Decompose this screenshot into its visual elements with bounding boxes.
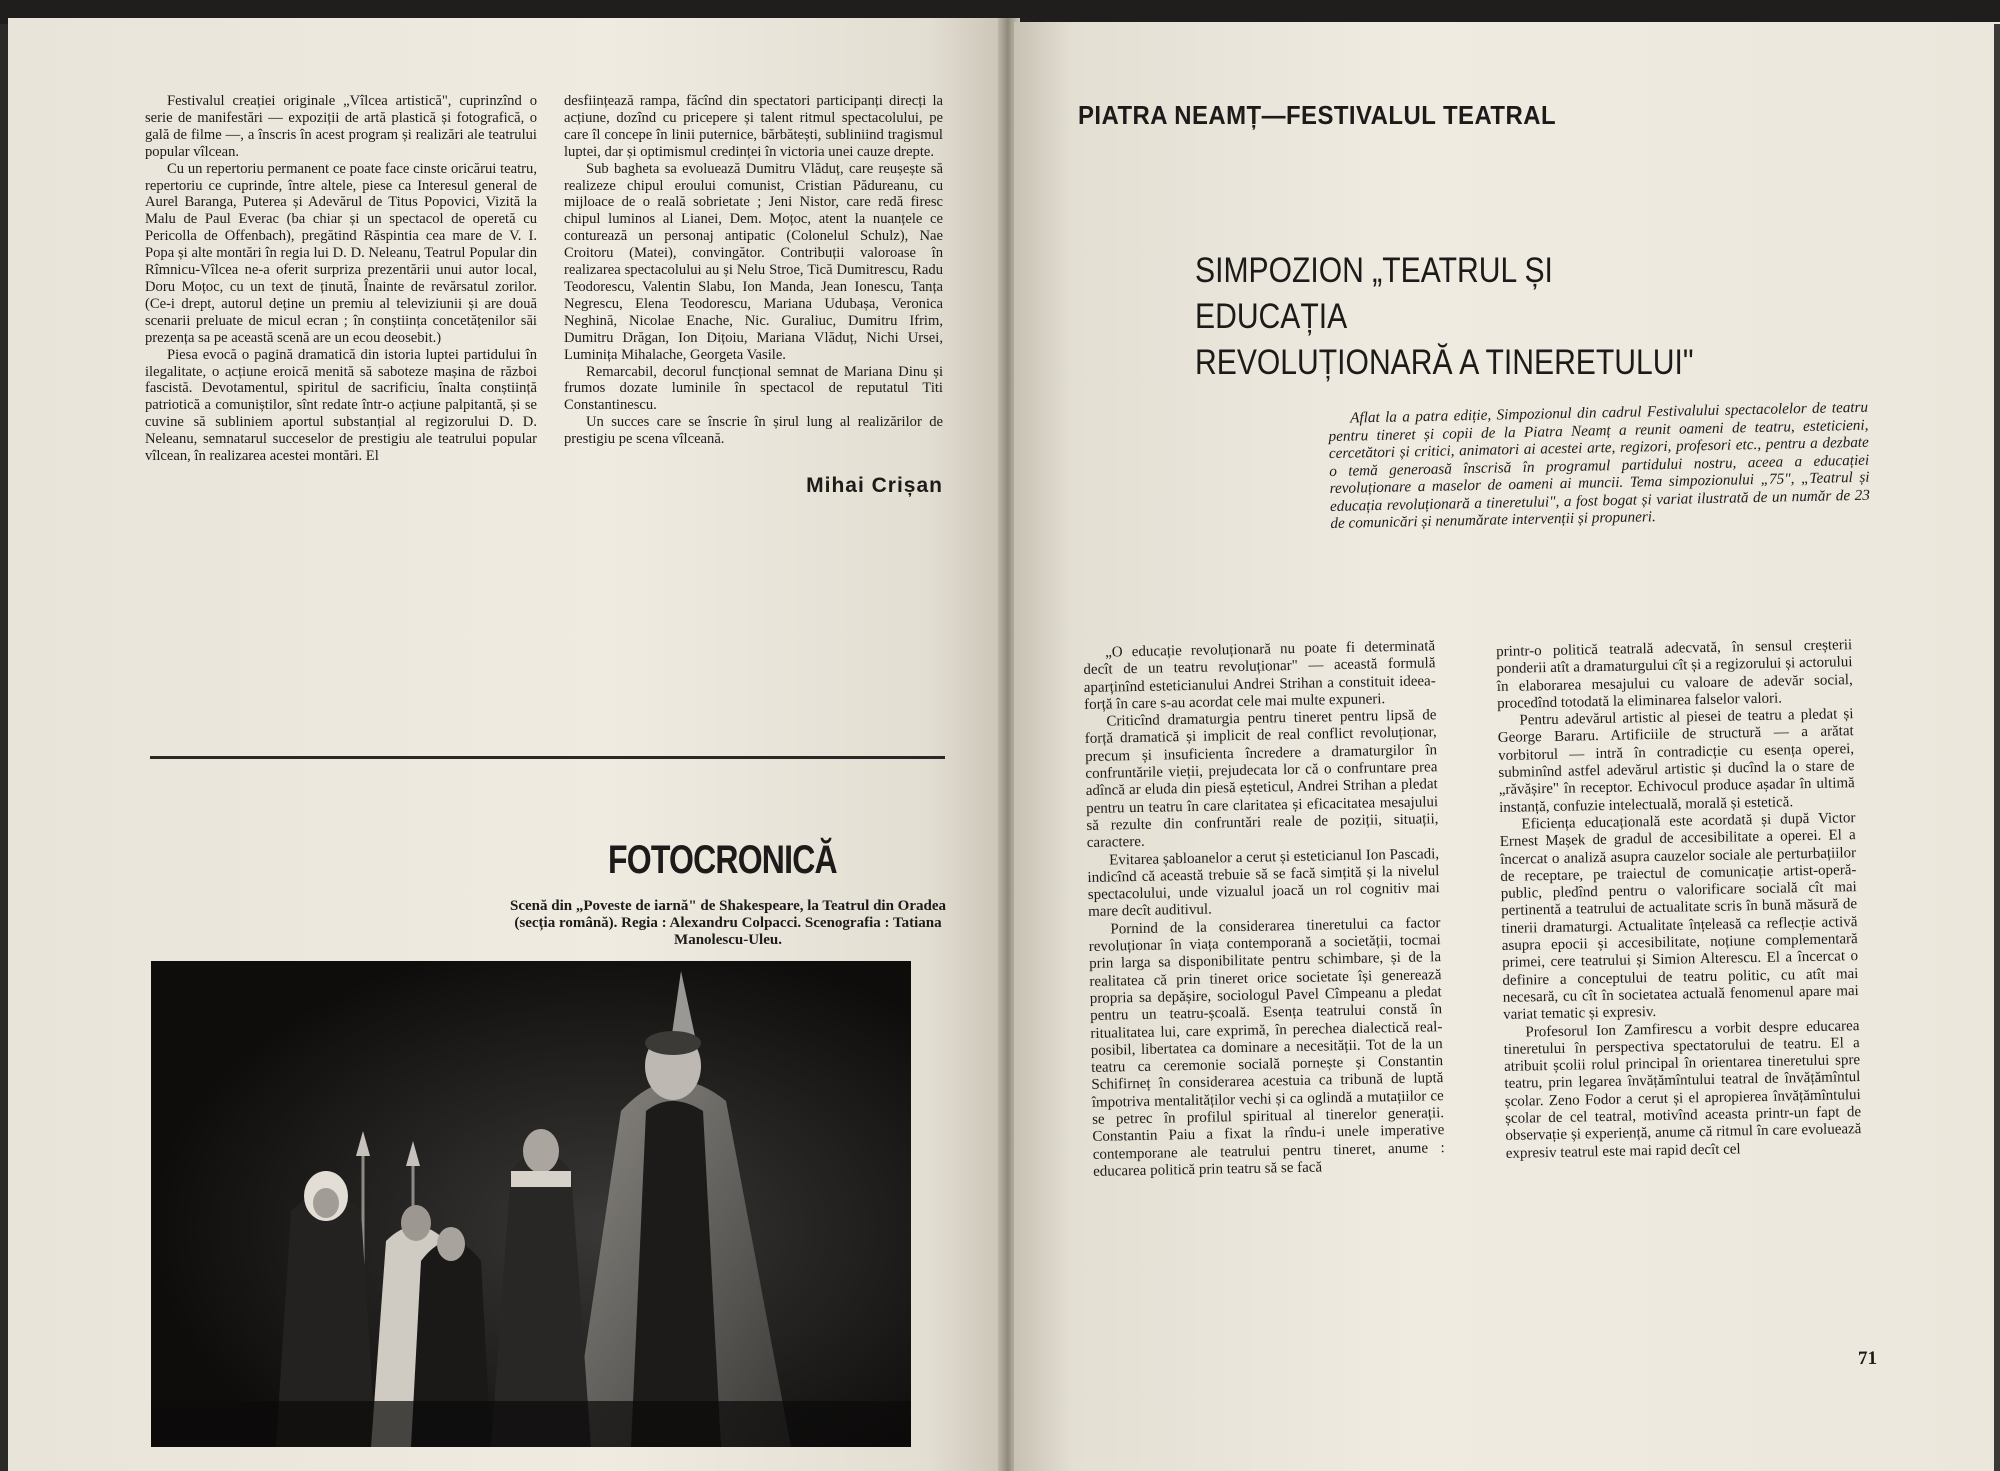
theatre-scene-photo — [151, 961, 911, 1447]
paragraph: Sub bagheta sa evoluează Dumitru Vlăduț, care reușește să realizeze chipul eroului comunist, Cristian Pădureanu, cu mijloace de o reală sobrietate ; Jeni Nistor, care redă firesc chipul luminos al Lianei, Dem. Moțoc, atent la nuanțele ce conturează un personaj antipatic (Colonelul Schulz), Nae Croitoru (Matei), convingător. Contribuții valoroase în realizarea spectacolului au și Nelu Stroe, Tică Dumitrescu, Radu Teodorescu, Valentin Slabu, Ion Manda, Jean Ionescu, Tanța Negrescu, Elena Teodorescu, Mariana Udubașa, Veronica Neghină, Nicolae Enache, Nic. Guraliuc, Dumitru Ifrim, Dumitru Drăgan, Ion Dițoiu, Mariana Vlăduț, Nichi Ursei, Luminița Mihalache, Georgeta Vasile. — [564, 160, 943, 363]
left-page — [8, 18, 1008, 1471]
left-column-2 — [564, 93, 943, 498]
paragraph: desființează rampa, făcînd din spectatori participanți direcți la acțiune, dozînd cu pricepere și talent ritmul spectacolului, pe care îl concepe în linii puternice, bărbătești, subliniind tragismul luptei, dar și optimismul credinței în victoria unei cauze drepte. — [564, 93, 943, 160]
paragraph: printr-o politică teatrală adecvată, în sensul creșterii ponderii atît a dramaturgului cît și a regizorului și actorului în elaborarea mesajului cu valoare de adevăr social, procedînd totodată la eliminarea falselor valori. — [1496, 637, 1853, 712]
page-number: 71 — [1857, 1347, 1878, 1370]
paragraph: Pornind de la considerarea tineretului ca factor revoluționar în viața contemporană a societății, tocmai prin larga sa disponibilitate pentru schimbare, și de la realitatea că prin tineret orice societate își generează propria sa depășire, sociologul Pavel Cîmpeanu a pledat pentru un teatru-școală. Esența teatrului constă în ritualitatea lui, care exprimă, în perechea dialectică real-posibil, libertatea ca dominare a necesității. Tot de la un teatru ca ceremonie socială pornește și Constantin Schifirneț în considerarea acestuia ca tribună de luptă împotriva mentalităților vechi și ca oglindă a mutațiilor ce se petrec în profilul spiritual al tinerelor generații. Constantin Paiu a fixat la rîndu-i unele imperative contemporane ale teatrului pentru tineret, anume : educarea politică prin teatru să se facă — [1088, 914, 1445, 1180]
fotocronica-heading: FOTOCRONICĂ — [608, 838, 837, 882]
right-column-2 — [1496, 637, 1862, 1163]
article-intro — [1328, 399, 1870, 533]
article-title-line-1: SIMPOZION „TEATRUL ȘI EDUCAȚIA — [1195, 251, 1553, 336]
paragraph: Un succes care se înscrie în șirul lung al realizărilor de prestigiu pe scena vîlceană. — [564, 414, 943, 448]
paragraph: Evitarea șabloanelor a cerut și esteticianul Ion Pascadi, indicînd că această trebuie să se facă simțită și la nivelul spectacolului, unde vizualul joacă un rol cognitiv mai mare decît auditivul. — [1087, 845, 1440, 921]
section-divider — [150, 756, 945, 759]
left-column-1 — [145, 93, 537, 465]
author-signature: Mihai Crișan — [806, 474, 943, 498]
page-edge-shadow — [1994, 24, 2000, 1471]
section-header: PIATRA NEAMȚ—FESTIVALUL TEATRAL — [1078, 100, 1557, 130]
photo-caption: Scenă din „Poveste de iarnă" de Shakespeare, la Teatrul din Oradea (secția română). Regia : Alexandru Colpacci. Scenografia : Tatiana Manolescu-Uleu. — [510, 898, 946, 948]
paragraph: Piesa evocă o pagină dramatică din istoria luptei partidului în ilegalitate, o acțiune eroică menită să saboteze mașina de război fascistă. Devotamentul, spiritul de sacrificiu, înalta conștiință patriotică a comuniștilor, sînt redate într-o acțiune palpitantă, și se cuvine să subliniem aportul substanțial al regizorului D. D. Neleanu, semnatarul succeselor de prestigiu ale teatrului popular vîlcean, în realizarea acestei montări. El — [145, 346, 537, 465]
paragraph: Remarcabil, decorul funcțional semnat de Mariana Dinu și frumos dozate luminile în spectacol de reputatul Titi Constantinescu. — [564, 363, 943, 414]
right-column-1 — [1083, 638, 1445, 1181]
intro-paragraph: Aflat la a patra ediție, Simpozionul din cadrul Festivalului spectacolelor de teatru pentru tineret și copii de la Piatra Neamț a reunit oameni de teatru, esteticieni, cercetători și critici, animatori ai acestei arte, regizori, profesori etc., pentru a dezbate o temă generoasă înscrisă în programul partidului nostru, aceea a educației revoluționare a maselor de oameni ai muncii. Tema simpozionului „75", „Teatrul și educația revoluționară a tineretului", a fost bogat și variat ilustrată de un număr de 23 de comunicări și nenumărate intervenții și propuneri. — [1328, 398, 1871, 532]
paragraph: Pentru adevărul artistic al piesei de teatru a pledat și George Bararu. Artificiile de structură — a arătat vorbitorul — intră în contradicție cu esența operei, subminînd astfel adevărul artistic și ducînd la o stare de „răvășire" în receptor. Echivocul produce așadar în ultimă instanță, confuzie intelectuală, morală și estetică. — [1497, 706, 1855, 816]
article-title-line-2: REVOLUȚIONARĂ A TINERETULUI" — [1195, 343, 1694, 382]
paragraph: „O educație revoluționară nu poate fi determinată decît de un teatru revoluționar" — această formulă aparținînd esteticianului Andrei Strihan a constituit ideea-forță în care s-au acordat cele mai multe expuneri. — [1083, 638, 1436, 713]
paragraph: Cu un repertoriu permanent ce poate face cinste oricărui teatru, repertoriu ce cuprinde, între altele, piese ca Interesul general de Aurel Baranga, Puterea și Adevărul de Titus Popovici, Vizită la Malu de Paul Everac (ba chiar și un spectacol de operetă cu Pericolla de Offenbach), pregătind Răspintia cea mare de V. I. Popa și alte montări în regia lui D. D. Neleanu, Teatrul Popular din Rîmnicu-Vîlcea ne-a oferit surpriza prezentării unui autor local, Doru Moțoc, cu un text de ținută, Înainte de revărsatul zorilor. (Ce-i drept, autorul deține un premiu al televiziunii și are două scenarii preluate de micul ecran ; în conștiința concetățenilor săi prezența sa pe această scenă are un ecou deosebit.) — [145, 160, 537, 346]
paragraph: Criticînd dramaturgia pentru tineret pentru lipsă de forță dramatică și implicit de real conflict revoluționar, precum și insuficienta încredere a dramaturgilor în confruntările vieții, prejudecata lor că o confruntare prea adîncă ar eluda din piesă eșteticul, Andrei Strihan a pledat pentru un teatru în care claritatea și eficacitatea mesajului să rezulte din confruntări reale de poziții, situații, caractere. — [1084, 707, 1439, 852]
paragraph: Profesorul Ion Zamfirescu a vorbit despre educarea tineretului în perspectiva spectatorului de teatru. El a atribuit școlii rolul principal în orientarea tineretului spre teatru, prin legarea învățămîntului teatral de învățămîntul școlar. Zeno Fodor a cerut și el apropierea învățămîntului școlar de cel teatral, motivînd aceasta printr-un fapt de observație și experiență, anume că ritmul în care evoluează expresiv teatrul este mai rapid decît cel — [1503, 1017, 1862, 1162]
right-page — [1014, 22, 2000, 1471]
article-title — [1195, 248, 1694, 386]
theatre-scene-illustration — [151, 961, 911, 1447]
paragraph: Festivalul creației originale „Vîlcea artistică", cuprinzînd o serie de manifestări — expoziții de artă plastică și fotografică, o gală de filme —, a înscris în acest program și realizări ale teatrului popular vîlcean. — [145, 93, 537, 160]
paragraph: Eficiența educațională este acordată și după Victor Ernest Mașek de gradul de accesibilitate a operei. El a încercat o analiză asupra cauzelor sociale ale perturbațiilor de receptare, pe traiectul de comunicație artist-operă-public, pledînd pentru o valorificare socială cît mai pertinentă a teatrului de actualitate scris în bună măsură de tinerii dramaturgi. Actualitate înțeleasă ca reflecție activă asupra epocii și accesibilitate, noțiune complementară primei, cere teatrului și Simion Alterescu. El a încercat o definire a conceptului de teatru politic, cu atît mai necesară, cu cît în societatea actuală fenomenul apare mai variat tematic și expresiv. — [1499, 810, 1859, 1024]
